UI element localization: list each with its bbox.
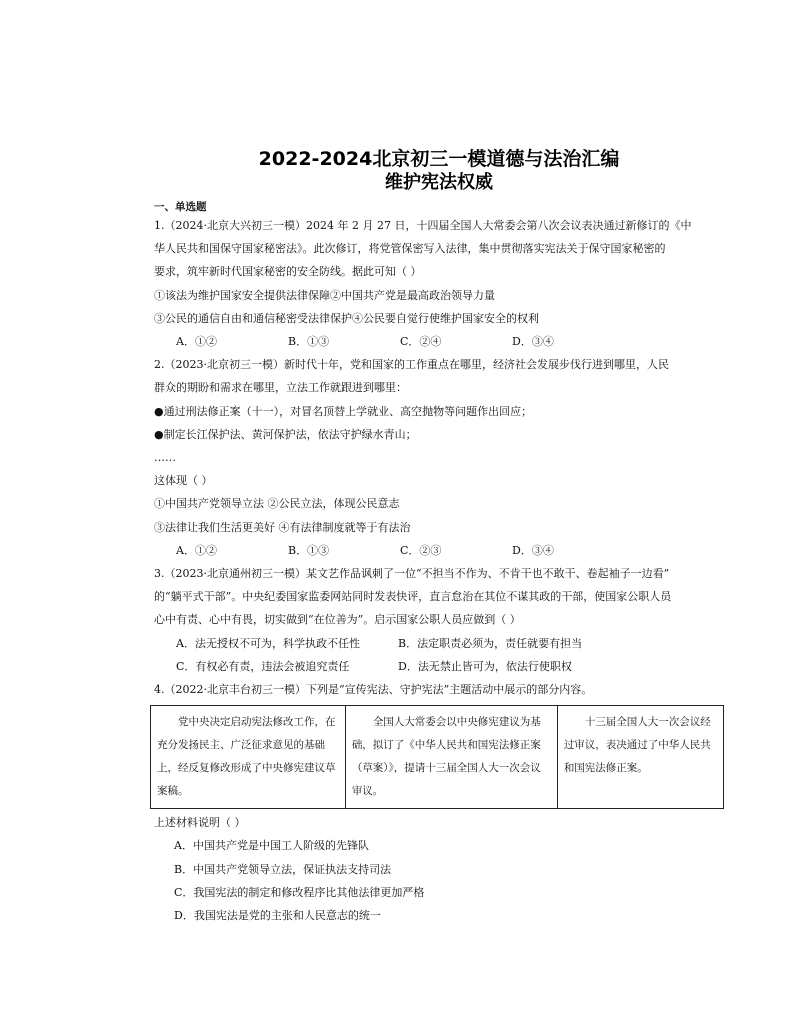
statement-line: ③法律让我们生活更美好 ④有法律制度就等于有法治 xyxy=(154,520,411,534)
question-text: 华人民共和国保守国家秘密法》。此次修订，将党管保密写入法律，集中贯彻落实宪法关于保守国家秘密的 xyxy=(154,242,666,256)
statement-line: ①该法为维护国家安全提供法律保障②中国共产党是最高政治领导力量 xyxy=(154,288,495,302)
question-text: 4.（2022·北京丰台初三一模）下列是“宣传宪法、守护宪法”主题活动中展示的部分内容。 xyxy=(154,683,593,697)
option-c: C．有权必有责，违法会被追究责任 xyxy=(176,659,350,673)
option-c: C．②④ xyxy=(400,335,442,349)
answer-options-row-1 xyxy=(154,632,724,655)
section-heading: 一、单选题 xyxy=(154,201,207,213)
option-b: B．①③ xyxy=(288,335,330,349)
question-2 xyxy=(154,353,724,562)
table-cell: 全国人大常委会以中央修宪建议为基础，拟订了《中华人民共和国宪法修正案（草案）》，提请十三届全国人大一次会议审议。 xyxy=(345,706,557,809)
ellipsis-line: …… xyxy=(154,451,176,465)
option-d: D．法无禁止皆可为，依法行使职权 xyxy=(398,659,572,673)
table-row xyxy=(151,706,724,809)
question-text: 的“躺平式干部”。中央纪委国家监委网站同时发表快评，直言怠治在其位不谋其政的干部，使国家公职人员 xyxy=(154,590,672,604)
option-c: C．②③ xyxy=(400,543,442,557)
question-text: 心中有责、心中有畏，切实做到“在位善为”。启示国家公职人员应做到（ ） xyxy=(154,613,521,627)
question-text: 3.（2023·北京通州初三一模）某文艺作品讽刺了一位“不担当不作为、不肯干也不敢干、卷起袖子一边看” xyxy=(154,567,670,581)
answer-options xyxy=(154,539,724,562)
document-page xyxy=(154,148,724,927)
option-c: C．我国宪法的制定和修改程序比其他法律更加严格 xyxy=(174,885,425,899)
statement-line: ①中国共产党领导立法 ②公民立法，体现公民意志 xyxy=(154,497,400,511)
table-cell: 党中央决定启动宪法修改工作，在充分发扬民主、广泛征求意见的基础上，经反复修改形成了中央修宪建议草案稿。 xyxy=(151,706,346,809)
option-a: A．①② xyxy=(176,335,217,349)
material-table xyxy=(150,705,724,809)
option-b: B．法定职责必须为，责任就要有担当 xyxy=(398,636,583,650)
question-prompt: 这体现（ ） xyxy=(154,474,213,488)
bullet-line: ●通过刑法修正案（十一），对冒名顶替上学就业、高空抛物等问题作出回应； xyxy=(154,404,533,418)
answer-options-row-2 xyxy=(154,655,724,678)
document-title: 2022-2024北京初三一模道德与法治汇编 xyxy=(258,148,620,170)
option-a: A．中国共产党是中国工人阶级的先锋队 xyxy=(174,839,369,853)
question-text: 要求，筑牢新时代国家秘密的安全防线。据此可知（ ） xyxy=(154,265,422,279)
document-subtitle: 维护宪法权威 xyxy=(385,172,493,193)
question-text: 2.（2023·北京初三一模）新时代十年，党和国家的工作重点在哪里，经济社会发展步伐行进到哪里，人民 xyxy=(154,358,669,372)
question-4 xyxy=(154,678,724,927)
option-d: D．我国宪法是党的主张和人民意志的统一 xyxy=(174,909,381,923)
table-cell: 十三届全国人大一次会议经过审议，表决通过了中华人民共和国宪法修正案。 xyxy=(557,706,723,809)
question-text: 1.（2024·北京大兴初三一模）2024 年 2 月 27 日，十四届全国人大常委会第八次会议表决通过新修订的《中 xyxy=(154,219,692,232)
question-prompt: 上述材料说明（ ） xyxy=(154,816,246,830)
bullet-line: ●制定长江保护法、黄河保护法，依法守护绿水青山； xyxy=(154,427,417,441)
statement-line: ③公民的通信自由和通信秘密受法律保护④公民要自觉行使维护国家安全的权利 xyxy=(154,311,539,325)
question-1 xyxy=(154,214,724,353)
option-d: D．③④ xyxy=(512,543,554,557)
option-b: B．①③ xyxy=(288,543,330,557)
option-b: B．中国共产党领导立法，保证执法支持司法 xyxy=(174,862,392,876)
option-d: D．③④ xyxy=(512,335,554,349)
question-3 xyxy=(154,562,724,678)
option-a: A．法无授权不可为，科学执政不任性 xyxy=(176,636,360,650)
option-a: A．①② xyxy=(176,543,217,557)
answer-options xyxy=(154,330,724,353)
question-text: 群众的期盼和需求在哪里，立法工作就跟进到哪里： xyxy=(154,381,407,395)
